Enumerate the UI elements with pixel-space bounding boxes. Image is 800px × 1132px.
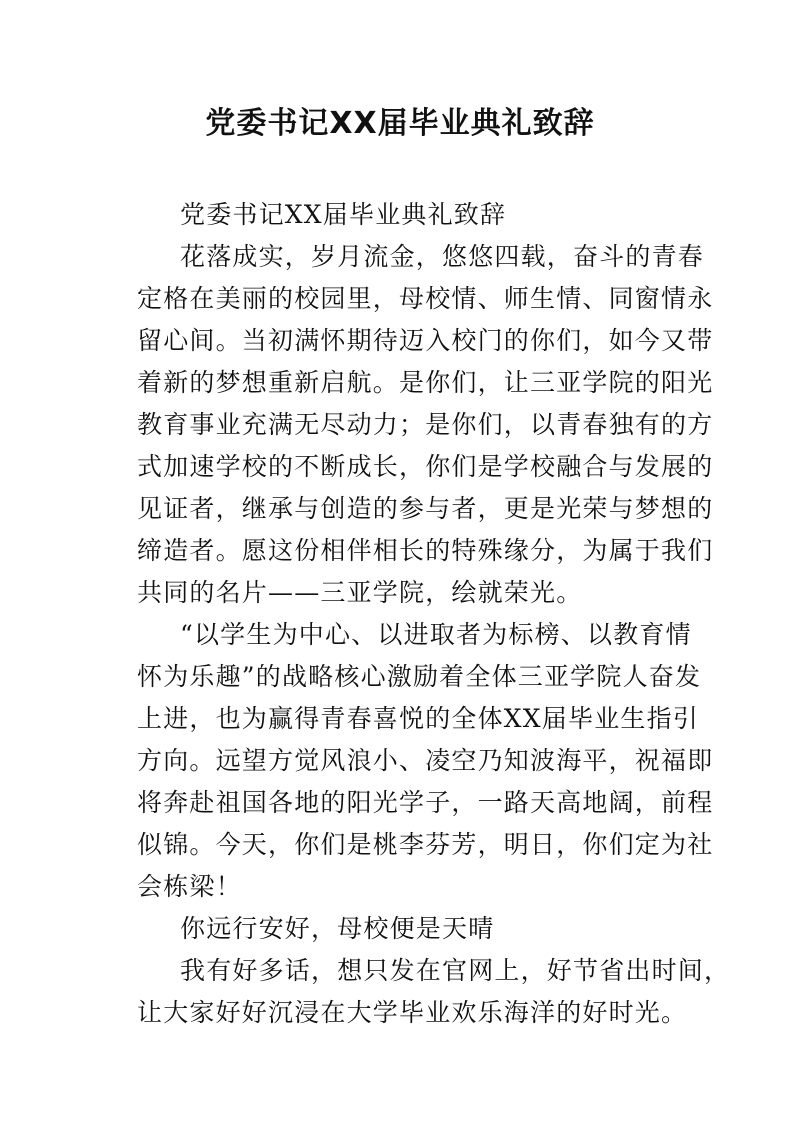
paragraph-line: 定格在美丽的校园里，母校情、师生情、同窗情永: [137, 284, 714, 313]
paragraph: [137, 614, 714, 908]
paragraph: [137, 236, 714, 614]
paragraph-line: 将奔赴祖国各地的阳光学子，一路天高地阔，前程: [137, 788, 714, 817]
paragraph-line: 似锦。今天，你们是桃李芬芳，明日，你们定为社: [137, 830, 714, 859]
paragraph: [137, 908, 677, 950]
paragraph-line: 共同的名片——三亚学院，绘就荣光。: [137, 578, 583, 607]
paragraph-line: 方向。远望方觉风浪小、凌空乃知波海平，祝福即: [137, 746, 714, 775]
paragraph-line: 花落成实，岁月流金，悠悠四载，奋斗的青春: [180, 242, 705, 271]
paragraph-line: “以学生为中心、以进取者为标榜、以教育情: [180, 620, 692, 649]
paragraph: [137, 194, 677, 236]
paragraph-line: 留心间。当初满怀期待迈入校门的你们，如今又带: [137, 326, 714, 355]
paragraph-line: 我有好多话，想只发在官网上，好节省出时间，: [180, 956, 731, 985]
paragraph-line: 上进，也为赢得青春喜悦的全体XX届毕业生指引: [137, 704, 699, 733]
document-title: 党委书记XX届毕业典礼致辞: [205, 106, 595, 141]
paragraph-line: 让大家好好沉浸在大学毕业欢乐海洋的好时光。: [137, 998, 688, 1027]
paragraph-line: 缔造者。愿这份相伴相长的特殊缘分，为属于我们: [137, 536, 714, 565]
paragraph-line: 会栋梁！: [137, 872, 242, 901]
paragraph-line: 党委书记XX届毕业典礼致辞: [180, 200, 507, 229]
paragraph-line: 着新的梦想重新启航。是你们，让三亚学院的阳光: [137, 368, 714, 397]
document-body: [137, 194, 731, 1034]
paragraph-line: 教育事业充满无尽动力；是你们，以青春独有的方: [137, 410, 714, 439]
paragraph-line: 你远行安好，母校便是天晴: [180, 914, 495, 943]
paragraph-line: 见证者，继承与创造的参与者，更是光荣与梦想的: [137, 494, 714, 523]
paragraph-line: 式加速学校的不断成长，你们是学校融合与发展的: [137, 452, 714, 481]
paragraph: [137, 950, 731, 1034]
paragraph-line: 怀为乐趣”的战略核心激励着全体三亚学院人奋发: [137, 662, 702, 691]
